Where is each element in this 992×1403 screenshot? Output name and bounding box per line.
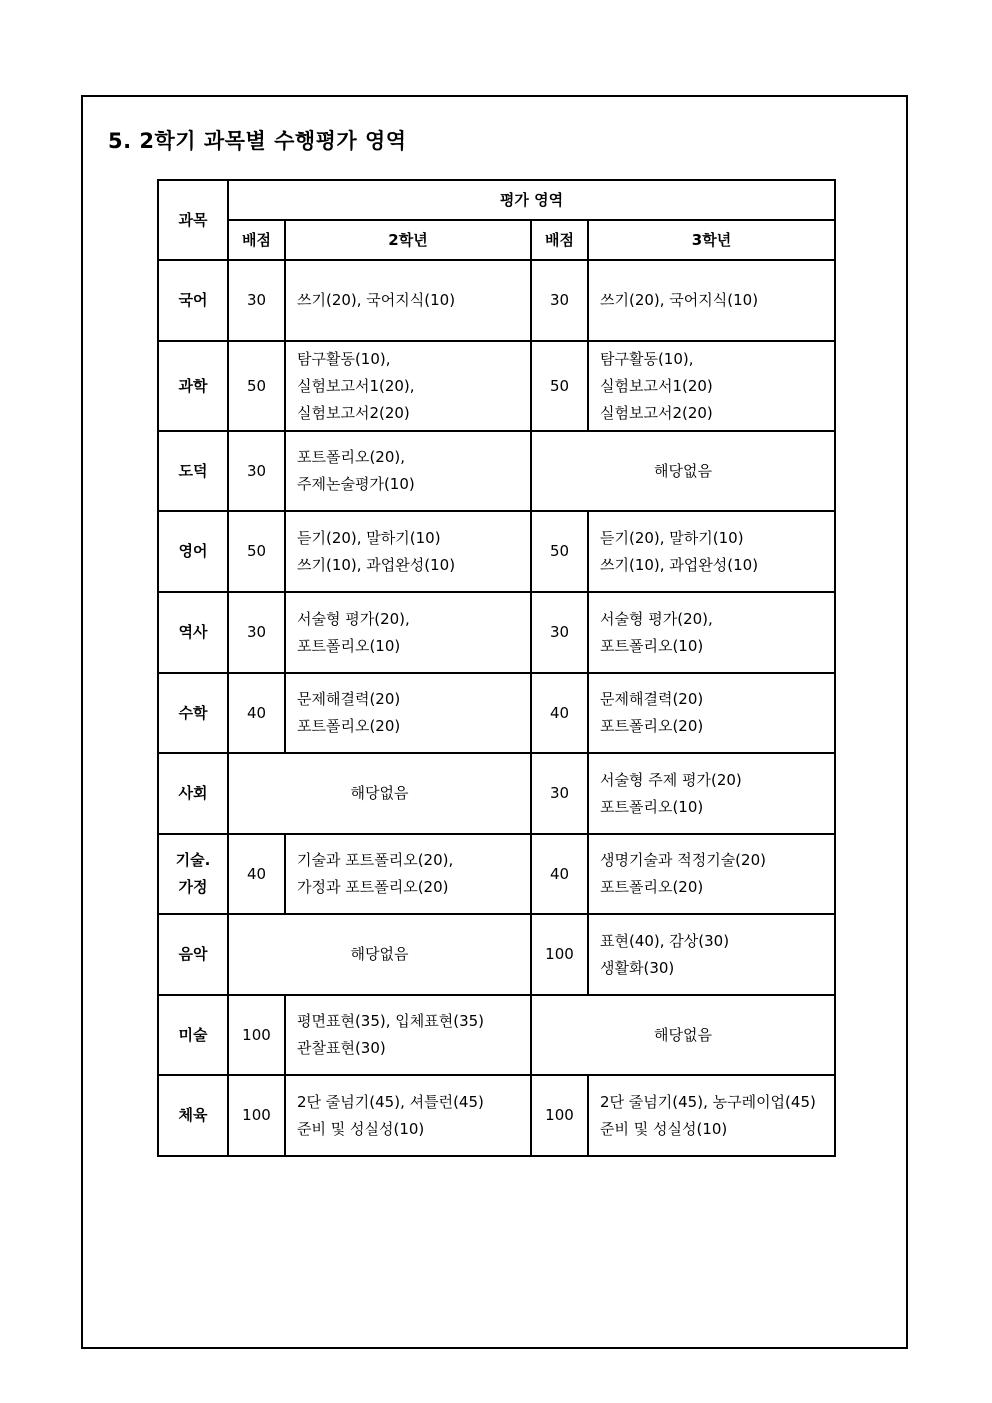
cell-line: 기술과 포트폴리오(20), xyxy=(297,851,454,869)
g3-items xyxy=(588,341,835,431)
cell-line: 포트폴리오(10) xyxy=(600,636,704,655)
table-row xyxy=(158,260,835,341)
g3-score: 40 xyxy=(531,834,588,914)
subject-cell xyxy=(158,592,228,673)
cell-line: 기술. xyxy=(175,851,211,869)
cell-line: 포트폴리오(20) xyxy=(600,878,704,896)
g3-score: 30 xyxy=(531,753,588,834)
page-title: 5. 2학기 과목별 수행평가 영역 xyxy=(108,129,407,153)
cell-line: 서술형 평가(20), xyxy=(600,609,713,628)
cell-line: 포트폴리오(20) xyxy=(600,717,704,735)
table-row xyxy=(158,511,835,592)
g2-items xyxy=(285,431,531,511)
g2-score: 50 xyxy=(228,341,285,431)
g2-score: 40 xyxy=(228,673,285,753)
cell-line: 과학 xyxy=(178,376,208,395)
cell-line: 관찰표현(30) xyxy=(297,1039,386,1057)
subject-cell xyxy=(158,431,228,511)
cell-line: 쓰기(20), 국어지식(10) xyxy=(297,291,456,309)
cell-line: 국어 xyxy=(178,291,208,309)
table-row xyxy=(158,341,835,431)
cell-line: 듣기(20), 말하기(10) xyxy=(600,528,744,547)
cell-line: 가정과 포트폴리오(20) xyxy=(297,878,449,896)
cell-line: 문제해결력(20) xyxy=(297,690,401,708)
header-subrow xyxy=(158,220,835,260)
g3-items xyxy=(588,914,835,995)
cell-line: 체육 xyxy=(178,1106,208,1124)
subject-cell xyxy=(158,673,228,753)
cell-line: 포트폴리오(10) xyxy=(600,797,704,816)
g3-score: 100 xyxy=(531,914,588,995)
cell-line: 서술형 평가(20), xyxy=(297,609,410,628)
table-row xyxy=(158,1075,835,1156)
cell-line: 도덕 xyxy=(178,461,208,480)
subject-cell xyxy=(158,834,228,914)
cell-line: 주제논술평가(10) xyxy=(297,475,415,493)
subject-cell xyxy=(158,995,228,1075)
cell-line: 수학 xyxy=(178,703,208,722)
cell-line: 실험보고서1(20) xyxy=(600,376,713,395)
cell-line: 듣기(20), 말하기(10) xyxy=(297,528,441,547)
g3-items xyxy=(588,1075,835,1156)
g3-items xyxy=(588,511,835,592)
cell-line: 평면표현(35), 입체표현(35) xyxy=(297,1012,485,1030)
subject-cell xyxy=(158,341,228,431)
subject-cell xyxy=(158,1075,228,1156)
cell-line: 실험보고서1(20), xyxy=(297,376,415,395)
g2-score: 100 xyxy=(228,1075,285,1156)
header-row xyxy=(158,180,835,220)
cell-line: 실험보고서2(20) xyxy=(600,403,713,422)
cell-line: 음악 xyxy=(178,945,208,963)
subject-cell xyxy=(158,914,228,995)
cell-line: 준비 및 성실성(10) xyxy=(600,1119,728,1138)
subject-cell xyxy=(158,511,228,592)
g3-not-applicable: 해당없음 xyxy=(531,995,835,1075)
g2-not-applicable: 해당없음 xyxy=(228,753,531,834)
g2-score: 100 xyxy=(228,995,285,1075)
g3-score: 40 xyxy=(531,673,588,753)
cell-line: 서술형 주제 평가(20) xyxy=(600,770,742,789)
cell-line: 포트폴리오(10) xyxy=(297,636,401,655)
cell-line: 문제해결력(20) xyxy=(600,690,704,708)
g2-items xyxy=(285,511,531,592)
cell-line: 생활화(30) xyxy=(600,958,675,977)
g2-score: 30 xyxy=(228,431,285,511)
g2-score: 50 xyxy=(228,511,285,592)
header-g2-score: 배점 xyxy=(228,220,285,260)
header-subject: 과목 xyxy=(158,180,228,260)
g2-items xyxy=(285,834,531,914)
g3-score: 100 xyxy=(531,1075,588,1156)
g2-items xyxy=(285,260,531,341)
cell-line: 영어 xyxy=(178,542,208,560)
cell-line: 표현(40), 감상(30) xyxy=(600,931,730,950)
table-row xyxy=(158,995,835,1075)
header-grade2: 2학년 xyxy=(285,220,531,260)
g3-score: 30 xyxy=(531,592,588,673)
g2-not-applicable: 해당없음 xyxy=(228,914,531,995)
g3-items xyxy=(588,592,835,673)
cell-line: 2단 줄넘기(45), 농구레이업(45) xyxy=(600,1092,816,1111)
cell-line: 포트폴리오(20) xyxy=(297,717,401,735)
g3-items xyxy=(588,834,835,914)
cell-line: 쓰기(20), 국어지식(10) xyxy=(600,291,759,309)
header-g3-score: 배점 xyxy=(531,220,588,260)
g2-items xyxy=(285,1075,531,1156)
table-row xyxy=(158,592,835,673)
g2-score: 30 xyxy=(228,592,285,673)
g2-score: 40 xyxy=(228,834,285,914)
table-body xyxy=(158,260,835,1156)
cell-line: 실험보고서2(20) xyxy=(297,403,410,422)
g3-items xyxy=(588,753,835,834)
g3-items xyxy=(588,673,835,753)
g2-items xyxy=(285,592,531,673)
cell-line: 탐구활동(10), xyxy=(600,349,694,368)
table-row xyxy=(158,753,835,834)
cell-line: 쓰기(10), 과업완성(10) xyxy=(297,555,456,574)
cell-line: 역사 xyxy=(178,623,208,641)
cell-line: 사회 xyxy=(178,784,208,802)
subject-cell xyxy=(158,260,228,341)
header-grade3: 3학년 xyxy=(588,220,835,260)
assessment-table xyxy=(157,179,836,1157)
g3-score: 30 xyxy=(531,260,588,341)
g2-items xyxy=(285,341,531,431)
subject-cell xyxy=(158,753,228,834)
table-row xyxy=(158,834,835,914)
cell-line: 준비 및 성실성(10) xyxy=(297,1119,425,1138)
cell-line: 미술 xyxy=(178,1025,208,1044)
g3-items xyxy=(588,260,835,341)
table-row xyxy=(158,673,835,753)
cell-line: 가정 xyxy=(178,878,208,896)
g3-score: 50 xyxy=(531,511,588,592)
cell-line: 포트폴리오(20), xyxy=(297,448,406,466)
cell-line: 2단 줄넘기(45), 셔틀런(45) xyxy=(297,1092,484,1111)
cell-line: 생명기술과 적정기술(20) xyxy=(600,851,766,869)
g2-items xyxy=(285,995,531,1075)
g2-items xyxy=(285,673,531,753)
cell-line: 탐구활동(10), xyxy=(297,349,391,368)
cell-line: 쓰기(10), 과업완성(10) xyxy=(600,555,759,574)
table-row xyxy=(158,914,835,995)
g3-not-applicable: 해당없음 xyxy=(531,431,835,511)
table-row xyxy=(158,431,835,511)
header-area: 평가 영역 xyxy=(228,180,835,220)
g3-score: 50 xyxy=(531,341,588,431)
g2-score: 30 xyxy=(228,260,285,341)
